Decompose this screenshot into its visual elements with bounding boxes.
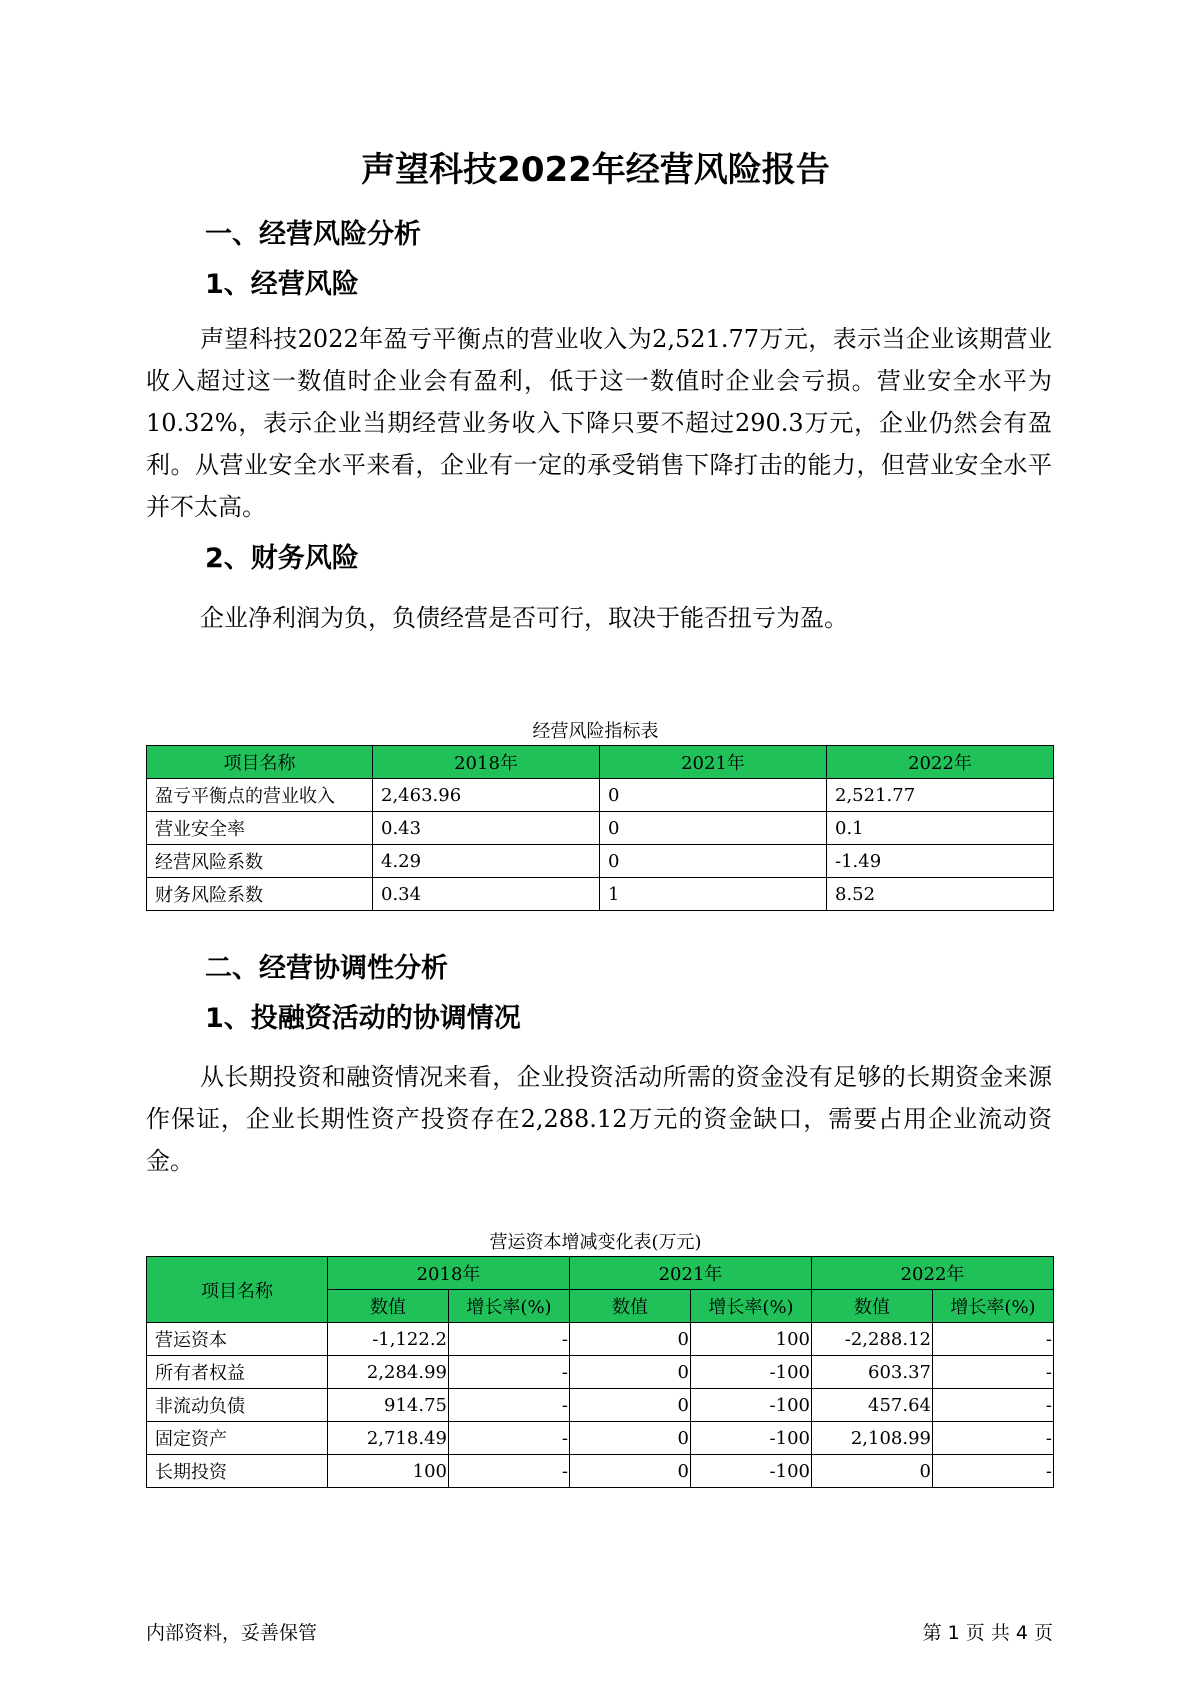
header-cell: 2018年 <box>373 746 600 779</box>
table-row <box>147 779 1054 812</box>
table-cell: 0 <box>600 779 827 812</box>
table-1-caption: 经营风险指标表 <box>532 721 659 742</box>
table-row <box>147 1323 1054 1356</box>
table-cell: - <box>449 1422 570 1455</box>
table-cell: 营运资本 <box>147 1323 328 1356</box>
table-cell: 1 <box>600 878 827 911</box>
table-cell: - <box>449 1389 570 1422</box>
table-cell: 100 <box>691 1323 812 1356</box>
table-row <box>147 1389 1054 1422</box>
table-cell: 盈亏平衡点的营业收入 <box>147 779 373 812</box>
table-cell: 2,718.49 <box>328 1422 449 1455</box>
table-cell: 100 <box>328 1455 449 1488</box>
table-cell: 603.37 <box>812 1356 933 1389</box>
investment-financing-paragraph: 从长期投资和融资情况来看，企业投资活动所需的资金没有足够的长期资金来源作保证，企业长期性资产投资存在2,288.12万元的资金缺口，需要占用企业流动资金。 <box>146 1063 1052 1175</box>
table-cell: 2,463.96 <box>373 779 600 812</box>
table-row <box>147 1422 1054 1455</box>
table-cell: - <box>933 1389 1054 1422</box>
table-cell: 0 <box>570 1389 691 1422</box>
table-cell: -1,122.2 <box>328 1323 449 1356</box>
table-cell: 2,284.99 <box>328 1356 449 1389</box>
operating-risk-paragraph: 声望科技2022年盈亏平衡点的营业收入为2,521.77万元，表示当企业该期营业收入超过这一数值时企业会有盈利，低于这一数值时企业会亏损。营业安全水平为10.32%，表示企业当期经营业务收入下降只要不超过290.3万元，企业仍然会有盈利。从营业安全水平来看，企业有一定的承受销售下降打击的能力，但营业安全水平并不太高。 <box>146 325 1052 521</box>
table-row <box>147 845 1054 878</box>
table-row <box>147 878 1054 911</box>
table-cell: 914.75 <box>328 1389 449 1422</box>
table-cell: 营业安全率 <box>147 812 373 845</box>
header-cell: 2021年 <box>600 746 827 779</box>
risk-indicator-table <box>146 745 1054 911</box>
section-2-heading: 二、经营协调性分析 <box>205 953 448 984</box>
header-cell-year: 2018年 <box>328 1257 570 1290</box>
table-cell: -100 <box>691 1389 812 1422</box>
table-cell: 所有者权益 <box>147 1356 328 1389</box>
table-cell: 0 <box>570 1422 691 1455</box>
subheader-cell: 增长率(%) <box>449 1290 570 1323</box>
table-cell: -100 <box>691 1422 812 1455</box>
subheader-cell: 数值 <box>812 1290 933 1323</box>
table-cell: 457.64 <box>812 1389 933 1422</box>
header-cell-year: 2021年 <box>570 1257 812 1290</box>
table-cell: - <box>449 1356 570 1389</box>
header-cell: 2022年 <box>827 746 1054 779</box>
footer-page-number: 第 1 页 共 4 页 <box>922 1622 1053 1644</box>
table-cell: 0 <box>570 1455 691 1488</box>
table-cell: 0 <box>570 1356 691 1389</box>
header-cell: 项目名称 <box>147 746 373 779</box>
working-capital-table <box>146 1256 1054 1488</box>
table-cell: - <box>933 1356 1054 1389</box>
table-cell: -100 <box>691 1455 812 1488</box>
subsection-2-1-heading: 1、投融资活动的协调情况 <box>205 1003 521 1034</box>
table-cell: 0 <box>812 1455 933 1488</box>
table-header-row <box>147 746 1054 779</box>
subheader-cell: 数值 <box>570 1290 691 1323</box>
table-row <box>147 1356 1054 1389</box>
subheader-cell: 增长率(%) <box>691 1290 812 1323</box>
table-cell: - <box>933 1422 1054 1455</box>
subheader-cell: 增长率(%) <box>933 1290 1054 1323</box>
header-cell-item: 项目名称 <box>147 1257 328 1323</box>
table-cell: 4.29 <box>373 845 600 878</box>
table-row <box>147 1455 1054 1488</box>
table-cell: 非流动负债 <box>147 1389 328 1422</box>
subsection-1-1-heading: 1、经营风险 <box>205 269 359 300</box>
table-cell: 固定资产 <box>147 1422 328 1455</box>
table-cell: 0 <box>600 812 827 845</box>
table-cell: -2,288.12 <box>812 1323 933 1356</box>
table-cell: 2,521.77 <box>827 779 1054 812</box>
table-cell: 财务风险系数 <box>147 878 373 911</box>
table-cell: 0 <box>570 1323 691 1356</box>
table-cell: 2,108.99 <box>812 1422 933 1455</box>
table-cell: 长期投资 <box>147 1455 328 1488</box>
table-cell: -1.49 <box>827 845 1054 878</box>
table-cell: - <box>449 1455 570 1488</box>
table-cell: - <box>933 1455 1054 1488</box>
subsection-1-2-heading: 2、财务风险 <box>205 543 359 574</box>
table-cell: 0.43 <box>373 812 600 845</box>
table-2-caption: 营运资本增减变化表(万元) <box>489 1232 702 1253</box>
footer-confidential-note: 内部资料，妥善保管 <box>146 1622 318 1644</box>
section-1-heading: 一、经营风险分析 <box>205 219 421 250</box>
table-cell: 0.1 <box>827 812 1054 845</box>
table-cell: 0 <box>600 845 827 878</box>
table-cell: -100 <box>691 1356 812 1389</box>
page-title: 声望科技2022年经营风险报告 <box>361 150 830 190</box>
table-cell: 经营风险系数 <box>147 845 373 878</box>
table-cell: - <box>933 1323 1054 1356</box>
table-cell: - <box>449 1323 570 1356</box>
financial-risk-paragraph: 企业净利润为负，负债经营是否可行，取决于能否扭亏为盈。 <box>200 604 848 632</box>
subheader-cell: 数值 <box>328 1290 449 1323</box>
table-cell: 8.52 <box>827 878 1054 911</box>
table-row <box>147 812 1054 845</box>
header-cell-year: 2022年 <box>812 1257 1054 1290</box>
table-header-row <box>147 1257 1054 1290</box>
table-cell: 0.34 <box>373 878 600 911</box>
